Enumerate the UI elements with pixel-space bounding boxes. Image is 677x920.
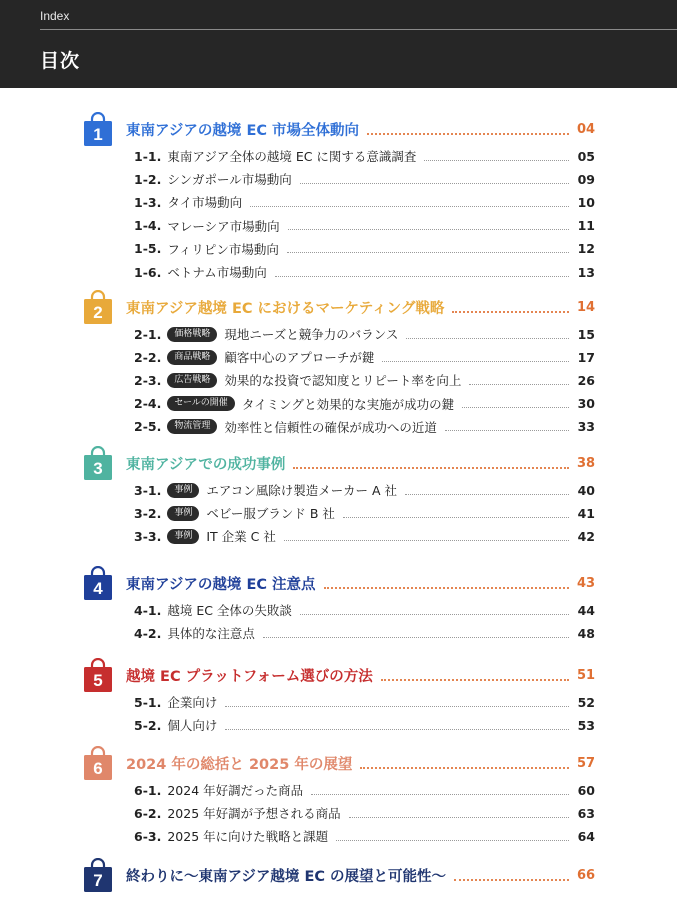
leader-dots xyxy=(454,879,569,881)
item-page-number: 60 xyxy=(577,782,595,798)
toc-item[interactable] xyxy=(134,347,595,367)
item-page-number: 26 xyxy=(577,372,595,388)
leader-dots xyxy=(343,517,569,518)
toc-item[interactable] xyxy=(134,803,595,823)
toc-item[interactable] xyxy=(134,480,595,500)
item-label: タイ市場動向 xyxy=(167,195,243,211)
shopping-bag-icon xyxy=(83,566,113,600)
leader-dots xyxy=(445,430,569,431)
item-label: タイミングと効果的な実施が成功の鍵 xyxy=(241,396,455,412)
toc-section-4 xyxy=(0,572,677,652)
leader-dots xyxy=(405,494,569,495)
section-title: 東南アジアの越境 EC 注意点 xyxy=(126,576,316,593)
item-number: 3-1. xyxy=(134,482,162,498)
section-number: 1 xyxy=(93,125,103,144)
item-label: 効果的な投資で認知度とリピート率を向上 xyxy=(224,373,462,389)
toc-section-1 xyxy=(0,118,677,291)
item-number: 2-1. xyxy=(134,326,162,342)
item-label: 具体的な注意点 xyxy=(167,626,255,642)
shopping-bag-icon xyxy=(83,858,113,892)
leader-dots xyxy=(462,407,569,408)
item-label: ベビー服ブランド B 社 xyxy=(206,506,335,522)
leader-dots xyxy=(382,361,569,362)
item-label: 2025 年好調が予想される商品 xyxy=(167,806,341,822)
item-number: 1-3. xyxy=(134,194,162,210)
leader-dots xyxy=(349,817,569,818)
toc-section-link[interactable] xyxy=(126,664,595,686)
item-page-number: 63 xyxy=(577,805,595,821)
section-number: 3 xyxy=(93,459,103,478)
section-title: 終わりに〜東南アジア越境 EC の展望と可能性〜 xyxy=(126,868,447,885)
item-number: 2-3. xyxy=(134,372,162,388)
leader-dots xyxy=(336,840,569,841)
toc-section-6 xyxy=(0,752,677,856)
leader-dots xyxy=(406,338,569,339)
item-label: 東南アジア全体の越境 EC に関する意識調査 xyxy=(167,149,417,164)
shopping-bag-icon xyxy=(83,658,113,692)
item-label: 2024 年好調だった商品 xyxy=(167,783,304,798)
leader-dots xyxy=(300,183,569,184)
toc-section-link[interactable] xyxy=(126,452,595,474)
item-page-number: 15 xyxy=(577,326,595,342)
item-number: 5-1. xyxy=(134,694,162,710)
item-number: 3-2. xyxy=(134,505,162,521)
header-rule xyxy=(40,29,677,30)
leader-dots xyxy=(311,794,569,795)
toc-section-link[interactable] xyxy=(126,864,595,886)
leader-dots xyxy=(275,276,569,277)
item-number: 4-1. xyxy=(134,602,162,618)
item-page-number: 48 xyxy=(577,625,595,641)
toc-item[interactable] xyxy=(134,192,595,212)
toc-item[interactable] xyxy=(134,239,595,259)
section-number: 5 xyxy=(93,671,103,690)
toc-section-2 xyxy=(0,296,677,446)
section-page-number: 51 xyxy=(577,667,596,683)
toc-item[interactable] xyxy=(134,324,595,344)
section-page-number: 66 xyxy=(577,867,596,883)
item-page-number: 10 xyxy=(577,194,595,210)
leader-dots xyxy=(287,252,569,253)
item-label: 個人向け xyxy=(167,718,218,734)
item-label: 現地ニーズと競争力のバランス xyxy=(224,327,399,342)
item-label: マレーシア市場動向 xyxy=(167,218,280,234)
item-page-number: 33 xyxy=(577,419,595,435)
item-number: 2-5. xyxy=(134,419,162,435)
section-title: 東南アジアでの成功事例 xyxy=(126,456,286,473)
toc-item[interactable] xyxy=(134,216,595,236)
toc-section-5 xyxy=(0,664,677,744)
toc-item[interactable] xyxy=(134,826,595,846)
item-tag-badge: 物流管理 xyxy=(167,419,217,434)
item-page-number: 52 xyxy=(577,694,595,710)
leader-dots xyxy=(293,467,569,469)
section-number: 2 xyxy=(93,303,103,322)
shopping-bag-icon xyxy=(83,112,113,146)
item-page-number: 12 xyxy=(577,241,595,257)
toc-section-link[interactable] xyxy=(126,572,595,594)
item-number: 4-2. xyxy=(134,625,162,641)
toc-section-link[interactable] xyxy=(126,752,595,774)
toc-section-3 xyxy=(0,452,677,556)
leader-dots xyxy=(225,706,569,707)
item-number: 2-4. xyxy=(134,396,162,412)
section-page-number: 04 xyxy=(577,121,596,137)
page-header xyxy=(0,0,677,88)
section-page-number: 43 xyxy=(577,575,596,591)
item-label: 2025 年に向けた戦略と課題 xyxy=(167,829,329,845)
toc-item[interactable] xyxy=(134,169,595,189)
item-label: ベトナム市場動向 xyxy=(167,265,267,280)
section-page-number: 14 xyxy=(577,299,596,315)
item-page-number: 42 xyxy=(577,528,595,544)
item-page-number: 30 xyxy=(577,396,595,412)
item-page-number: 41 xyxy=(577,505,595,521)
item-number: 5-2. xyxy=(134,717,162,733)
section-number: 6 xyxy=(93,759,103,778)
item-page-number: 13 xyxy=(577,264,595,280)
toc-item[interactable] xyxy=(134,526,595,546)
leader-dots xyxy=(381,679,569,681)
item-page-number: 05 xyxy=(577,148,595,164)
item-number: 3-3. xyxy=(134,528,162,544)
section-title: 2024 年の総括と 2025 年の展望 xyxy=(126,756,353,773)
toc-item[interactable] xyxy=(134,715,595,735)
shopping-bag-icon xyxy=(83,446,113,480)
toc-item[interactable] xyxy=(134,262,595,282)
item-tag-badge: 事例 xyxy=(167,483,199,498)
item-tag-badge: セールの開催 xyxy=(167,396,234,411)
shopping-bag-icon xyxy=(83,746,113,780)
item-label: 越境 EC 全体の失敗談 xyxy=(167,603,292,618)
section-page-number: 38 xyxy=(577,455,596,471)
page-title: 目次 xyxy=(40,50,81,72)
section-number: 4 xyxy=(93,579,103,598)
item-number: 6-2. xyxy=(134,805,162,821)
toc-item[interactable] xyxy=(134,417,595,437)
item-number: 2-2. xyxy=(134,349,162,365)
item-page-number: 09 xyxy=(577,171,595,187)
toc-item[interactable] xyxy=(134,146,595,166)
section-title: 越境 EC プラットフォーム選びの方法 xyxy=(126,668,373,685)
item-label: シンガポール市場動向 xyxy=(167,172,292,188)
toc-item[interactable] xyxy=(134,780,595,800)
item-number: 1-6. xyxy=(134,264,162,280)
toc-item[interactable] xyxy=(134,623,595,643)
item-number: 1-5. xyxy=(134,241,162,257)
item-page-number: 64 xyxy=(577,828,595,844)
leader-dots xyxy=(360,767,569,769)
item-number: 6-3. xyxy=(134,828,162,844)
leader-dots xyxy=(324,587,569,589)
leader-dots xyxy=(367,133,569,135)
toc-section-link[interactable] xyxy=(126,296,595,318)
item-label: 企業向け xyxy=(167,695,218,710)
section-page-number: 57 xyxy=(577,755,596,771)
leader-dots xyxy=(452,311,569,313)
toc-item[interactable] xyxy=(134,503,595,523)
item-number: 1-4. xyxy=(134,218,162,234)
item-page-number: 53 xyxy=(577,717,595,733)
item-page-number: 40 xyxy=(577,482,595,498)
item-page-number: 11 xyxy=(577,218,595,234)
item-page-number: 44 xyxy=(577,602,595,618)
section-title: 東南アジア越境 EC におけるマーケティング戦略 xyxy=(126,300,445,317)
item-tag-badge: 事例 xyxy=(167,529,199,544)
section-title: 東南アジアの越境 EC 市場全体動向 xyxy=(126,122,360,139)
shopping-bag-icon xyxy=(83,290,113,324)
item-label: 顧客中心のアプローチが鍵 xyxy=(224,350,375,366)
item-tag-badge: 商品戦略 xyxy=(167,350,217,365)
item-label: フィリピン市場動向 xyxy=(167,241,279,257)
item-tag-badge: 広告戦略 xyxy=(167,373,217,388)
item-label: IT 企業 C 社 xyxy=(206,529,276,545)
item-number: 1-1. xyxy=(134,148,162,164)
item-tag-badge: 価格戦略 xyxy=(167,327,217,342)
item-label: 効率性と信頼性の確保が成功への近道 xyxy=(224,419,437,435)
item-tag-badge: 事例 xyxy=(167,506,199,521)
toc-item[interactable] xyxy=(134,394,595,414)
item-number: 1-2. xyxy=(134,171,162,187)
leader-dots xyxy=(469,384,569,385)
item-number: 6-1. xyxy=(134,782,162,798)
toc-section-link[interactable] xyxy=(126,118,595,140)
header-eyebrow: Index xyxy=(40,9,70,23)
section-number: 7 xyxy=(93,871,103,890)
leader-dots xyxy=(263,637,569,638)
toc-item[interactable] xyxy=(134,692,595,712)
item-label: エアコン風除け製造メーカー A 社 xyxy=(206,483,397,498)
leader-dots xyxy=(225,729,569,730)
toc-item[interactable] xyxy=(134,600,595,620)
leader-dots xyxy=(300,614,569,615)
leader-dots xyxy=(424,160,569,161)
item-page-number: 17 xyxy=(577,349,595,365)
toc-section-7 xyxy=(0,864,677,898)
leader-dots xyxy=(288,229,569,230)
toc-item[interactable] xyxy=(134,370,595,390)
leader-dots xyxy=(250,206,569,207)
leader-dots xyxy=(284,540,569,541)
